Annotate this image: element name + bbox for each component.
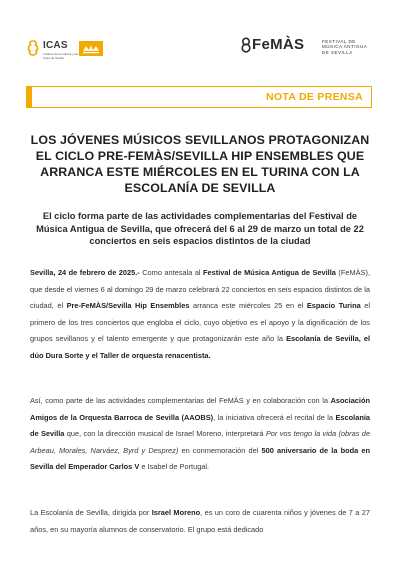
icas-subtitle: Instituto de la Cultura y las Artes de Sevilla [43,52,79,60]
p2-text-4: en conmemoración del [178,445,262,455]
body-paragraph-1 [30,265,370,364]
p2-text-1: Así, como parte de las actividades complementarias del FeMÀS y en colaboración con la [30,396,331,405]
municipal-crest-badge [79,41,103,56]
p3-bold-director: Israel Moreno [151,508,201,517]
p2-bold-association: Asociación Amigos de la Orquesta Barroca de Sevilla (AAOBS) [30,396,370,422]
p1-bold-cycle: Pre-FeMÀS/Sevilla Hip Ensembles [66,301,190,310]
p1-bold-performers: Escolanía de Sevilla, el dúo Dura Sorte y el Taller de orquesta renacentista. [30,334,370,360]
p1-text-4: el primero de los tres conciertos que engloba el ciclo, cuyo objetivo es el apoyo y la dignificación de los grupos sevillanos y el talento emergente y que protagonizarán este año la [30,301,370,343]
p1-bold-venue: Espacio Turina [306,301,361,310]
p2-bold-escolania: Escolanía de Sevilla [30,412,370,438]
headline: LOS JÓVENES MÚSICOS SEVILLANOS PROTAGONIZAN EL CICLO PRE-FEMÀS/SEVILLA HIP ENSEMBLES QUE ARRANCA ESTE MIÉRCOLES EN EL TURINA CON LA ESCOLANÍA DE SEVILLA [30,133,370,195]
p2-text-5: e Isabel de Portugal. [139,462,210,471]
body-paragraph-3 [30,505,370,538]
subheadline: El ciclo forma parte de las actividades complementarias del Festival de Música Antigua de Sevilla, que ofrecerá del 6 al 29 de marzo un total de 22 conciertos en seis espacios distintos de la ciudad [36,211,364,246]
icas-mark-icon [27,40,39,56]
p1-text-3: arranca este miércoles 25 en el [189,301,307,310]
p2-text-2: , la iniciativa ofrecerá el recital de la [213,412,336,422]
femas-logo [240,36,370,62]
icas-name: ICAS [43,40,68,51]
dateline: Sevilla, 24 de febrero de 2025.- [30,268,140,277]
p2-text-3: que, con la dirección musical de Israel Moreno, interpretará [64,429,266,438]
p3-text-2: , es un coro de cuarenta niños y jóvenes de 7 a 27 años, en su mayoría alumnos de conservatorio. El grupo está dedicado [30,508,370,534]
p3-text-1: La Escolanía de Sevilla, dirigida por [30,508,152,517]
p1-text-1: Como antesala al [139,268,204,277]
femas-mark-icon [240,37,252,53]
femas-subtitle-line3: DE SEVILLA [322,49,353,55]
icas-logo [27,38,147,64]
press-release-label: NOTA DE PRENSA [266,91,363,103]
press-release-banner [26,86,372,108]
p1-text-2: (FeMÀS), que desde el viernes 6 al domingo 29 de marzo celebrará 22 conciertos en seis espacios distintos de la ciudad, el [30,268,370,310]
femas-subtitle-line2: MÚSICA ANTIGUA [322,44,368,50]
p2-bold-anniversary: 500 aniversario de la boda en Sevilla del Emperador Carlos V [30,445,370,471]
body-paragraph-2 [30,393,370,476]
femas-subtitle-line1: FESTIVAL DE [322,39,356,44]
p1-bold-festival: Festival de Música Antigua de Sevilla [203,268,336,277]
femas-subtitle [322,39,372,55]
p2-italic-programme: Por vos tengo la vida (obras de Arbeau, Morales, Narváez, Byrd y Desprez) [30,429,370,455]
municipal-crest-icon [81,42,101,55]
femas-wordmark: FeMÀS [252,36,305,53]
